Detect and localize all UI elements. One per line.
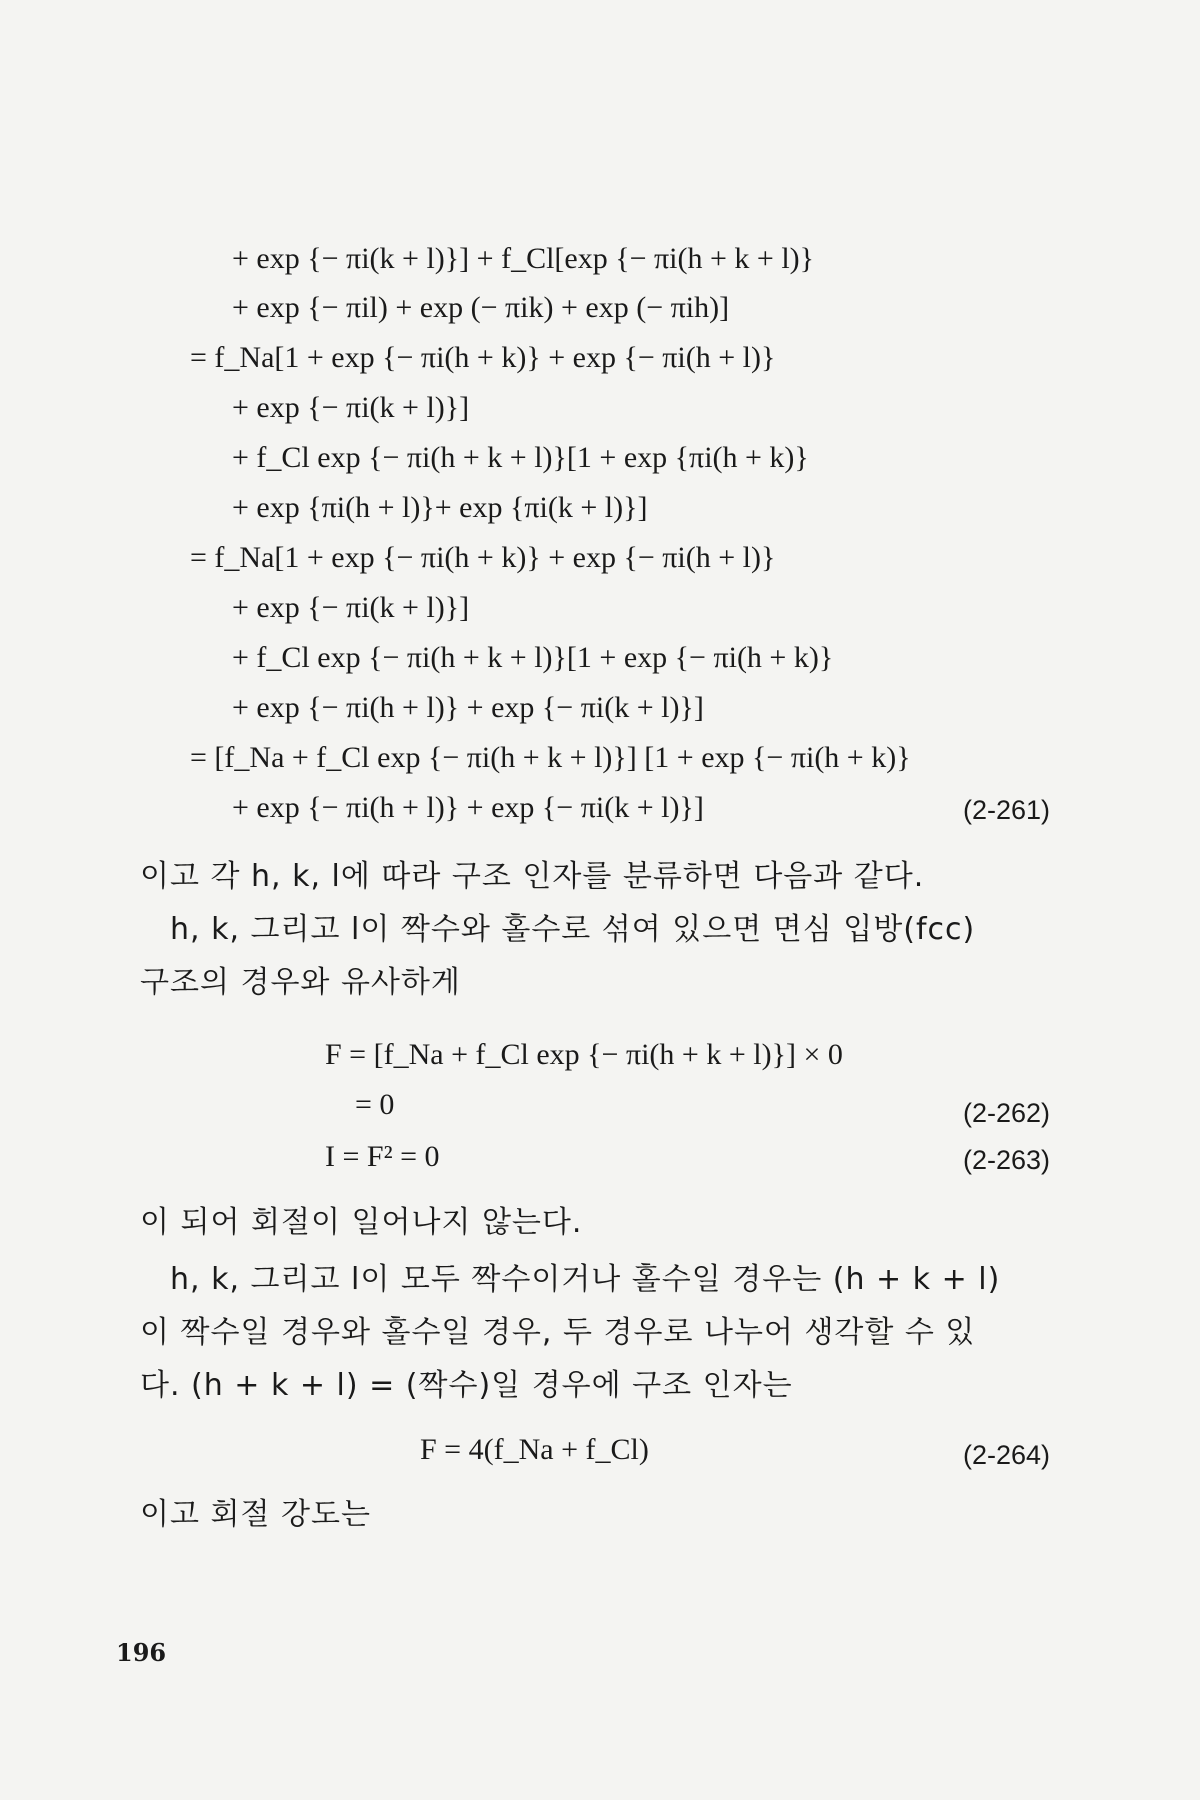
paragraph-line: h, k, 그리고 l이 짝수와 홀수로 섞여 있으면 면심 입방(fcc) [170, 912, 976, 947]
equation-line: + f_Cl exp {− πi(h + k + l)}[1 + exp {πi(h + k)} [232, 441, 809, 474]
equation-line: + exp {− πi(h + l)} + exp {− πi(k + l)}] [232, 691, 704, 724]
equation-line: = 0 [355, 1088, 395, 1121]
paragraph-line: 구조의 경우와 유사하게 [140, 965, 461, 1000]
equation-line: + exp {πi(h + l)}+ exp {πi(k + l)}] [232, 491, 648, 524]
equation-number: (2-261) [962, 795, 1050, 825]
equation-line: + exp {− πi(k + l)}] + f_Cl[exp {− πi(h + k + l)} [232, 242, 815, 275]
equation-number: (2-264) [962, 1440, 1050, 1470]
paragraph-line: 이 되어 회절이 일어나지 않는다. [140, 1205, 583, 1240]
paragraph-line: 이 짝수일 경우와 홀수일 경우, 두 경우로 나누어 생각할 수 있 [140, 1315, 976, 1350]
equation-line: = [f_Na + f_Cl exp {− πi(h + k + l)}] [1 + exp {− πi(h + k)} [190, 741, 911, 774]
paragraph-line: h, k, 그리고 l이 모두 짝수이거나 홀수일 경우는 (h + k + l) [170, 1262, 1001, 1297]
equation-line: = f_Na[1 + exp {− πi(h + k)} + exp {− πi(h + l)} [190, 541, 776, 574]
equation-line: + exp {− πil) + exp (− πik) + exp (− πih)] [232, 291, 730, 324]
equation-line: + exp {− πi(k + l)}] [232, 391, 470, 424]
equation-line: F = 4(f_Na + f_Cl) [420, 1433, 649, 1466]
equation-line: = f_Na[1 + exp {− πi(h + k)} + exp {− πi(h + l)} [190, 341, 776, 374]
equation-number: (2-263) [962, 1145, 1050, 1175]
equation-line: + exp {− πi(h + l)} + exp {− πi(k + l)}] [232, 791, 704, 824]
equation-line: F = [f_Na + f_Cl exp {− πi(h + k + l)}] × 0 [325, 1038, 843, 1071]
paragraph-line: 이고 각 h, k, l에 따라 구조 인자를 분류하면 다음과 같다. [140, 859, 925, 894]
equation-line: + exp {− πi(k + l)}] [232, 591, 470, 624]
page-number: 196 [116, 1638, 167, 1667]
paragraph-line: 다. (h + k + l) = (짝수)일 경우에 구조 인자는 [140, 1368, 793, 1403]
paragraph-line: 이고 회절 강도는 [140, 1497, 371, 1532]
equation-line: I = F² = 0 [325, 1140, 440, 1173]
equation-number: (2-262) [962, 1098, 1050, 1128]
equation-line: + f_Cl exp {− πi(h + k + l)}[1 + exp {− πi(h + k)} [232, 641, 834, 674]
